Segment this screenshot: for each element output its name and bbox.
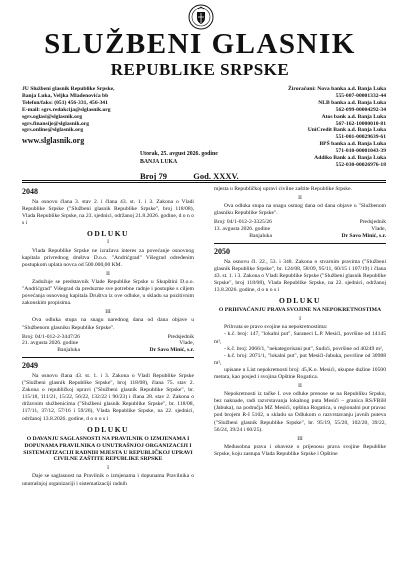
signature-place: Banjaluka	[249, 232, 272, 239]
account-line: UniCredit Bank a.d. Banja Luka	[307, 127, 386, 134]
signatory-title: Predsjednik	[167, 333, 194, 340]
account-line: 562-099-00004292-34	[335, 106, 386, 113]
header-divider-double	[22, 182, 386, 183]
decision-number: 2049	[22, 360, 38, 370]
publisher-email[interactable]: E-mail: sgrs.redakcija@slglasnik.org	[22, 106, 111, 113]
decision-heading: ODLUKU	[87, 229, 129, 239]
article-number: I	[299, 316, 301, 323]
article-number: II	[298, 383, 302, 390]
article-number: III	[297, 435, 303, 442]
parcel-item: - k.č. broj: 147, "lokalni put", Saraneci L.P. Mesići, površine od 14145 m²,	[214, 331, 386, 345]
coat-of-arms-icon	[188, 4, 214, 30]
gazette-title: SLUŽBENI GLASNIK	[44, 28, 356, 60]
signature-block	[214, 219, 386, 239]
decision-preamble: Na osnovu člana 3. stav 2. i člana 43. st. 1. i 3. Zakona o Vladi Republike Srpske ("Službeni glasnik Republike Srpske", broj 118/08), Vlada Republike Srpske, na 23. sjednici, održanoj 21.8.2026. godine, d o n o s i	[22, 199, 194, 227]
section-divider	[22, 357, 194, 358]
gazette-subtitle: REPUBLIKE SRPSKE	[110, 60, 290, 79]
signature-date: 21. avgusta 2026. godine	[22, 340, 79, 347]
article-number: II	[106, 270, 110, 277]
publisher-email[interactable]: sgrs.oglasi@slglasnik.org	[22, 113, 83, 120]
article-text: Ova odluka stupa na snagu osmog dana od dana objave u "Službenom glasniku Republike Srpske".	[214, 203, 386, 217]
signatory-title: Predsjednik	[359, 219, 386, 226]
publisher-website-link[interactable]: www.slglasnik.org	[22, 136, 85, 146]
account-line: BPŠ banka a.d. Banja Luka	[319, 141, 386, 148]
reference-number: Broj: 04/1-012-2-3325/26	[214, 219, 272, 226]
account-line: 555-007-00001332-44	[335, 92, 386, 99]
decision-heading: ODLUKU	[87, 424, 129, 434]
account-line: 567-162-10000010-81	[335, 120, 386, 127]
publisher-email[interactable]: sgrs.finansije@slglasnik.org	[22, 120, 90, 127]
account-line: Atos bank a.d. Banja Luka	[321, 113, 386, 120]
decision-subject: O PRIHVAĆANJU PRAVA SVOJINE NA NEPOKRETNOSTIMA	[218, 307, 382, 314]
article-text: Ova odluka stupa na snagu narednog dana od dana objave u "Službenom glasniku Republike Srpske".	[22, 317, 194, 331]
signature-date: 13. avgusta 2026. godine	[214, 226, 271, 233]
issue-info	[140, 151, 260, 181]
account-line: Žiroračuni: Nova banka a.d. Banja Luka	[288, 86, 386, 92]
decision-preamble: Na osnovu člana 43. st. 1. i 3. Zakona o Vladi Republike Srpske ("Službeni glasnik Republike Srpske", broj 118/08), člana 75. stav 2. Zakona o republičkoj upravi ("Službeni glasnik Republike Srpske", br. 115/18, 111/21, 15/22, 56/22, 132/22 i 90/23) i člana 28. stav 2. Zakona o državnim službenicima ("Službeni glasnik Republike Srpske", br. 118/08, 117/11, 37/12, 57/16 i 59/26), Vlada Republike Srpske, na 22. sjednici, održanoj 13.8.2026. godine, d o n o s i	[22, 372, 194, 422]
issue-date: Utorak, 25. avgust 2026. godine	[140, 151, 218, 157]
publisher-line: JU Službeni glasnik Republike Srpske,	[22, 86, 115, 92]
article-text: Nepokretnosti iz tačke I. ove odluke prenose se na Republiku Srpsku, bez naknade, radi razvrstavanja lokalnog puta Mesići – granica RS/FBiH (Jabuka), na područja MZ Mesići, opština Rogatica, u regionalni put pravac pod brojem R-I 5102, u skladu sa Odlukom o razvrstavanju javnih puteva ("Službeni glasnik Republike Srpske", br. 95/19, 55/20, 102/20, 39/22, 56/24, 39/24 i 60/25).	[214, 391, 386, 433]
signatory-name: Dr Savo Minić, s.r.	[341, 232, 386, 239]
parcel-item: - k.č. broj: 2071/1, "lokalni put", put Mesići-Jabuka, površine od 30988 m²,	[214, 352, 386, 366]
decision-heading: ODLUKU	[279, 296, 321, 306]
article-number: II	[298, 195, 302, 202]
issue-number: Broj 79	[140, 171, 167, 181]
account-line: NLB banka a.d. Banja Luka	[318, 99, 386, 106]
article-number: I	[107, 465, 109, 472]
decision-preamble: Na osnovu čl. 22., 53. i 348. Zakona o stvarnim pravima ("Službeni glasnik Republike Srpske", br. 124/08, 58/09, 95/11, 60/15 i 107/19) i člana 43. st. 1. i 3. Zakona o Vladi Republike Srpske ("Službeni glasnik Republike Srpske", broj 118/08), Vlada Republike Srpske, na 22. sjednici, održanoj 13.8.2026. godine, d o n o s i	[214, 258, 386, 294]
account-line: 552-030-00026976-18	[335, 161, 386, 168]
issue-city: BANJA LUKA	[140, 159, 178, 165]
header-divider	[22, 180, 386, 181]
parcel-item: - k.č. broj: 2066/1, "nekategorisani put", Sudići, površine od 40249 m²,	[224, 345, 384, 352]
article-text: Zadužuje se predstavnik Vlade Republike Srpske u Skupštini D.o.o. "Andrićgrad" Višegrad da preduzme sve potrebne radnje i postupke s ciljem povećanja osnovnog kapitala Društva iz ove odluke, u skladu sa pozitivnim zakonskim propisima.	[22, 278, 194, 307]
account-line: 551-001-00029639-61	[335, 134, 386, 141]
publisher-line: Telefon/faks: (051) 456-331, 456-341	[22, 99, 108, 106]
article-number: III	[105, 309, 111, 316]
reference-number: Broj: 04/1-012-2-3447/26	[22, 333, 80, 340]
signature-block	[22, 334, 194, 354]
left-column	[22, 186, 194, 560]
article-text: Vlada Republike Srpske ne izražava interes za povećanje osnovnog kapitala privrednog društva D.o.o. "Andrićgrad" Višegrad određenim postupkom uplata novca od 500.000,00 KM.	[22, 247, 194, 268]
section-divider	[214, 243, 386, 244]
article-text: Međusobna prava i obaveze o prijenosu prava svojine Republike Srpske, koju zastupa Vlada Republike Srpske i Opštine	[214, 443, 386, 457]
account-line: Addiko Bank a.d. Banja Luka	[314, 155, 386, 162]
article-text-continued: mjesta u Republičkoj upravi civilne zaštite Republike Srpske.	[214, 186, 352, 192]
masthead	[0, 29, 400, 79]
signatory-body: Vlade,	[179, 340, 194, 347]
publisher-info	[22, 86, 147, 145]
article-number: I	[107, 239, 109, 246]
issue-volume: God. XXXV.	[193, 171, 239, 181]
publisher-email[interactable]: sgrs.online@slglasnik.org	[22, 127, 84, 134]
publisher-line: Banja Luka, Veljka Mlađenovića bb	[22, 92, 109, 99]
signature-place: Banjaluka	[57, 347, 80, 354]
right-column	[214, 186, 386, 560]
article-text: Daje se saglasnost na Pravilnik o izmjenama i dopunama Pravilnika o unutrašnjoj organizaciji i sistematizaciji radnih	[22, 473, 194, 487]
signatory-name: Dr Savo Minić, s.r.	[149, 347, 194, 354]
account-line: 571-010-00001043-39	[335, 148, 386, 155]
article-text: Prihvata se pravo svojine na nepokretnostima:	[224, 324, 328, 331]
article-text: upisane u List nepokretnosti broj: 45,K.o. Mesići, ukupne dužine 10500 metara, kao posjed i svojina Opštine Rogatica.	[214, 366, 386, 380]
decision-subject: O DAVANJU SAGLASNOSTI NA PRAVILNIK O IZMJENAMA I DOPUNAMA PRAVILNIKA O UNUTRAŠNJOJ ORGANIZACIJI I SISTEMATIZACIJI RADNIH MJESTA U REPUBLIČKOJ UPRAVI CIVILNE ZAŠTITE REPUBLIKE SRPSKE	[23, 435, 193, 463]
bank-accounts	[268, 86, 386, 169]
decision-number: 2048	[22, 187, 38, 196]
decision-number: 2050	[214, 246, 230, 256]
signatory-body: Vlade,	[371, 226, 386, 233]
